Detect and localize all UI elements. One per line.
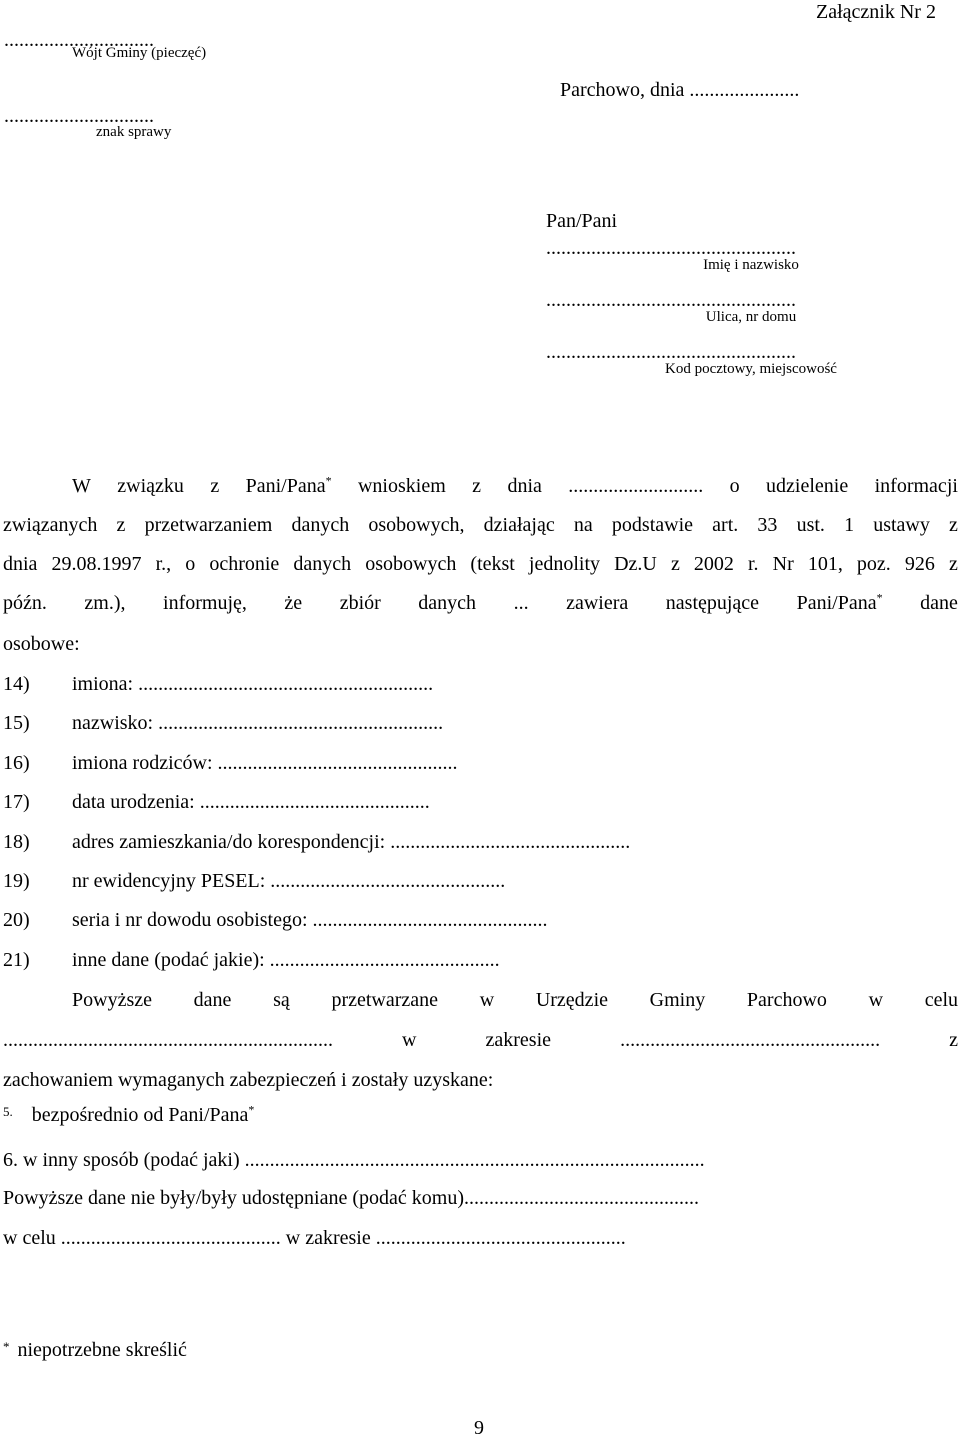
word: o (729, 475, 740, 497)
footnote-text: niepotrzebne skreślić (17, 1339, 187, 1361)
footnote-star: * (3, 1339, 10, 1354)
option-5-star: * (248, 1102, 255, 1117)
word: związku (117, 475, 184, 497)
word: działając (483, 514, 555, 536)
recipient-street-label: Ulica, nr domu (705, 309, 797, 325)
word: dane (193, 989, 232, 1011)
word: z (948, 553, 958, 575)
word: W (72, 475, 91, 497)
purpose-line-2 (3, 1030, 958, 1050)
word: osobowych (365, 553, 457, 575)
shared-line: Powyższe dane nie były/były udostępniane (podać komu)............................................... (3, 1187, 699, 1209)
issuer-label: Wójt Gminy (pieczęć) (72, 45, 207, 61)
list-item (3, 792, 430, 812)
word: 29.08.1997 (51, 553, 142, 575)
word: art. (712, 514, 739, 536)
word: Pani/Pana* (796, 590, 883, 614)
word: 2002 (693, 553, 734, 575)
word: osobowych, (368, 514, 465, 536)
option-5-text: bezpośrednio od Pani/Pana (31, 1104, 249, 1126)
recipient-postal-dots: .................................................. (546, 341, 796, 363)
word: danych (418, 592, 477, 614)
word: z (670, 553, 680, 575)
word: Parchowo (746, 989, 827, 1011)
list-item-text: adres zamieszkania/do korespondencji: ................................................ (72, 830, 631, 853)
list-item (3, 713, 443, 733)
word: udzielenie (766, 475, 849, 497)
list-item-text: inne dane (podać jakie): .............................................. (72, 948, 500, 971)
word: celu (924, 989, 958, 1011)
word: związanych (3, 514, 98, 536)
list-item (3, 950, 500, 970)
word: dane (920, 592, 958, 614)
case-dots: .............................. (4, 105, 154, 127)
word: 926 (904, 553, 935, 575)
word: w (479, 989, 495, 1011)
list-item-text: seria i nr dowodu osobistego: ............................................... (72, 909, 548, 932)
salutation: Pan/Pani (546, 210, 618, 232)
word: informuję, (163, 592, 247, 614)
word: (tekst (470, 553, 515, 575)
body-line-4 (3, 590, 958, 614)
list-item-number: 20) (3, 909, 30, 932)
list-item (3, 753, 458, 773)
word: Urzędzie (535, 989, 608, 1011)
goal-line: w celu ............................................ w zakresie .................................................. (3, 1227, 626, 1249)
body-line-5: osobowe: (3, 633, 80, 655)
word: z (472, 475, 482, 497)
word: zm.), (84, 592, 126, 614)
option-5-number: 5. (3, 1104, 13, 1119)
list-item-number: 19) (3, 870, 30, 892)
issuer-dots: .............................. (4, 29, 154, 51)
word: są (273, 989, 290, 1011)
word: 1 (844, 514, 855, 536)
word: z (949, 514, 958, 536)
word: że (284, 592, 303, 614)
word: ... (513, 592, 529, 614)
list-item (3, 832, 630, 852)
list-item-number: 17) (3, 791, 30, 814)
word: Pani/Pana* (245, 473, 332, 497)
word: Dz.U (614, 553, 657, 575)
recipient-postal-label: Kod pocztowy, miejscowość (665, 361, 837, 377)
body-line-3 (3, 554, 958, 574)
word: z (210, 475, 220, 497)
word: na (573, 514, 593, 536)
word: ustawy (873, 514, 930, 536)
word: danych (293, 553, 352, 575)
list-item-number: 16) (3, 751, 30, 774)
word: przetwarzaniem (144, 514, 273, 536)
word: .................................................... (620, 1029, 881, 1051)
word: .................................................................. (3, 1029, 333, 1051)
option-6: 6. w inny sposób (podać jaki) ............................................................................................ (3, 1149, 705, 1171)
word: z (949, 1029, 958, 1051)
word: 101, (807, 553, 843, 575)
word: Powyższe (72, 989, 152, 1011)
list-item (3, 674, 433, 694)
word: zbiór (339, 592, 381, 614)
purpose-line-1 (72, 990, 958, 1010)
recipient-street-dots: .................................................. (546, 289, 796, 311)
word: o (185, 553, 196, 575)
body-line-1 (72, 473, 958, 497)
word: ochronie (209, 553, 280, 575)
annex-label: Załącznik Nr 2 (816, 1, 936, 23)
list-item-text: nazwisko: ......................................................... (72, 712, 444, 735)
word: w (402, 1029, 417, 1051)
case-label: znak sprawy (96, 124, 172, 140)
purpose-line-3: zachowaniem wymaganych zabezpieczeń i zostały uzyskane: (3, 1069, 494, 1091)
word: zakresie (485, 1029, 552, 1051)
word: informacji (874, 475, 958, 497)
word: r., (155, 553, 172, 575)
word: dnia (3, 553, 38, 575)
word: Gminy (649, 989, 706, 1011)
word: podstawie (611, 514, 693, 536)
word: 33 (757, 514, 778, 536)
list-item (3, 871, 505, 891)
footnote (3, 1340, 187, 1360)
word: z (116, 514, 126, 536)
option-5 (3, 1102, 255, 1126)
list-item-text: nr ewidencyjny PESEL: ............................................... (72, 870, 506, 892)
list-item-number: 21) (3, 948, 30, 971)
word: późn. (3, 592, 47, 614)
word: r. (748, 553, 759, 575)
place-date: Parchowo, dnia ...................... (560, 79, 800, 101)
word: następujące (665, 592, 760, 614)
body-line-2 (3, 515, 958, 535)
recipient-name-label: Imię i nazwisko (703, 257, 799, 273)
word: w (868, 989, 884, 1011)
list-item-number: 15) (3, 712, 30, 735)
word: przetwarzane (331, 989, 439, 1011)
word: ........................... (568, 475, 704, 497)
word: Nr (772, 553, 794, 575)
word: ust. (796, 514, 825, 536)
word: zawiera (566, 592, 629, 614)
word: dnia (507, 475, 542, 497)
word: danych (291, 514, 350, 536)
word: wnioskiem (357, 475, 446, 497)
recipient-name-dots: .................................................. (546, 237, 796, 259)
list-item-text: imiona: ........................................................... (72, 673, 434, 695)
page-number: 9 (474, 1417, 484, 1439)
list-item-text: data urodzenia: .............................................. (72, 791, 430, 814)
list-item-number: 14) (3, 673, 30, 695)
list-item-number: 18) (3, 830, 30, 853)
list-item-text: imiona rodziców: ................................................ (72, 751, 458, 774)
word: jednolity (528, 553, 601, 575)
word: poz. (856, 553, 891, 575)
list-item (3, 910, 548, 930)
